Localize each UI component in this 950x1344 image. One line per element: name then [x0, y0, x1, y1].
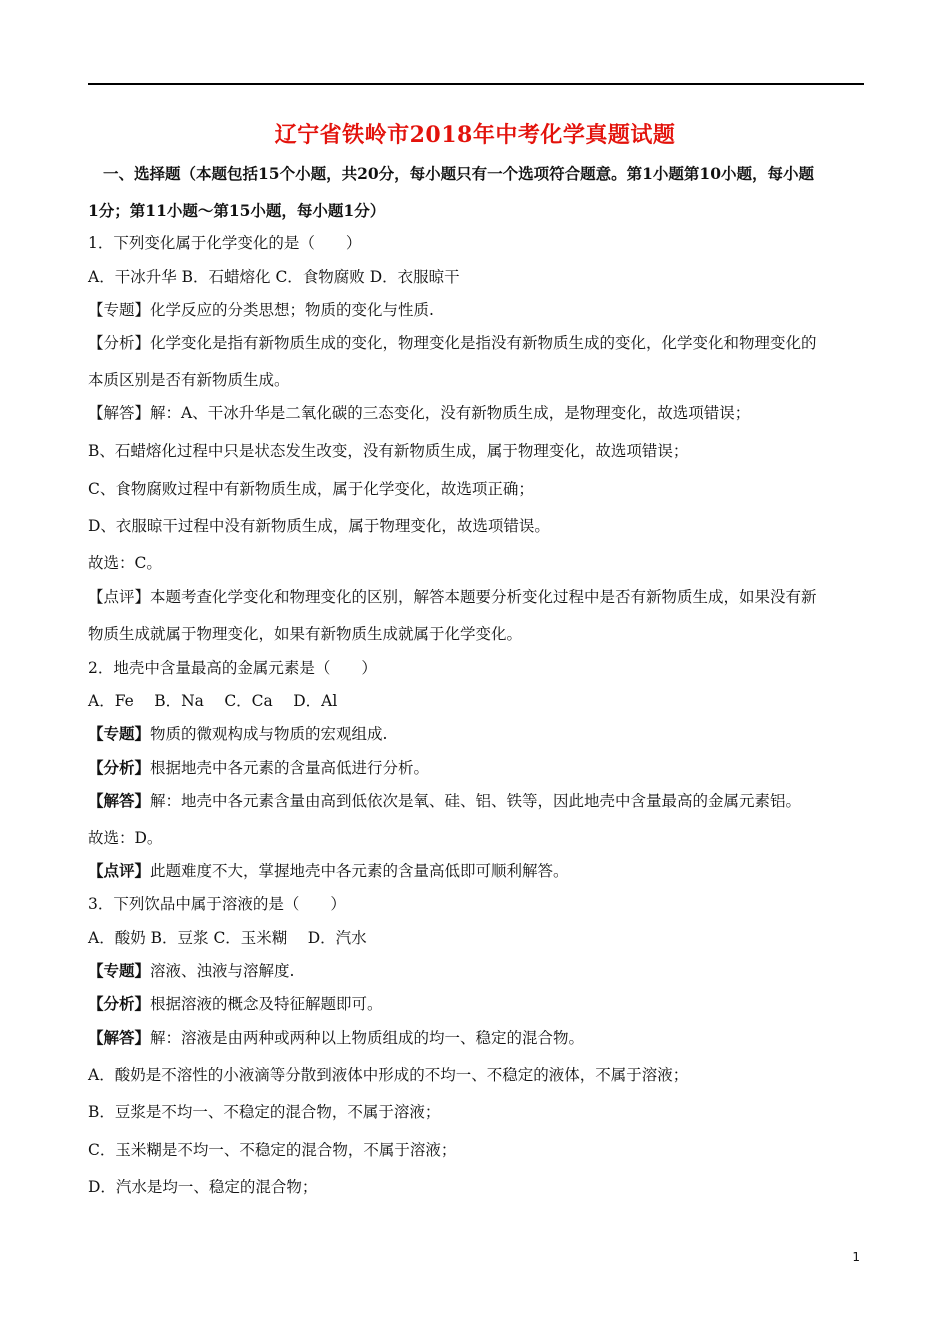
q3-answer-text: 解：溶液是由两种或两种以上物质组成的均一、稳定的混合物。	[150, 1029, 585, 1047]
q2-answer-text: 解：地壳中各元素含量由高到低依次是氧、硅、铝、铁等，因此地壳中含量最高的金属元素铝。	[150, 792, 802, 810]
q1-topic-tag: 【专题】	[88, 301, 151, 319]
q1-answer-c: C、食物腐败过程中有新物质生成，属于化学变化，故选项正确；	[88, 480, 534, 498]
q2-comment	[88, 861, 569, 881]
q3-question: 3．下列饮品中属于溶液的是（ ）	[88, 895, 346, 913]
q3-analysis	[88, 994, 383, 1014]
q2-answer-tag: 【解答】	[88, 791, 151, 810]
q2-analysis	[88, 758, 429, 778]
q1-comment-tag: 【点评】	[88, 588, 151, 606]
q3-line-d: D．汽水是均一、稳定的混合物；	[88, 1178, 318, 1196]
q2-comment-text: 此题难度不大，掌握地壳中各元素的含量高低即可顺利解答。	[150, 862, 569, 880]
q1-answer-d: D、衣服晾干过程中没有新物质生成，属于物理变化，故选项错误。	[88, 517, 550, 535]
q1-options: A．干冰升华 B．石蜡熔化 C．食物腐败 D．衣服晾干	[88, 268, 460, 286]
section-heading-line-2: 1分；第11小题～第15小题，每小题1分）	[88, 201, 386, 220]
q3-topic	[88, 961, 294, 981]
q2-analysis-text: 根据地壳中各元素的含量高低进行分析。	[150, 759, 430, 777]
q3-answer	[88, 1028, 584, 1048]
q1-answer-b: B、石蜡熔化过程中只是状态发生改变，没有新物质生成，属于物理变化，故选项错误；	[88, 442, 689, 460]
q1-topic-text: 化学反应的分类思想；物质的变化与性质.	[150, 301, 434, 319]
q2-options: A．Fe B．Na C．Ca D．Al	[88, 692, 338, 710]
q2-topic-text: 物质的微观构成与物质的宏观组成.	[150, 725, 388, 743]
q1-analysis	[88, 333, 817, 353]
q3-topic-text: 溶液、浊液与溶解度.	[150, 962, 295, 980]
q1-comment-cont: 物质生成就属于物理变化，如果有新物质生成就属于化学变化。	[88, 625, 523, 643]
q1-comment-text: 本题考查化学变化和物理变化的区别，解答本题要分析变化过程中是否有新物质生成，如果没有新	[150, 588, 817, 606]
header-rule	[88, 83, 864, 85]
q1-choice: 故选：C。	[88, 554, 162, 572]
q1-answer-text: 解：A、干冰升华是二氧化碳的三态变化，没有新物质生成，是物理变化，故选项错误；	[150, 404, 751, 422]
q2-answer	[88, 791, 801, 811]
q3-analysis-text: 根据溶液的概念及特征解题即可。	[150, 995, 383, 1013]
q2-question: 2．地壳中含量最高的金属元素是（ ）	[88, 659, 377, 677]
q2-topic	[88, 724, 387, 744]
q1-comment	[88, 587, 817, 607]
q3-line-b: B．豆浆是不均一、不稳定的混合物，不属于溶液；	[88, 1103, 441, 1121]
q1-analysis-tag: 【分析】	[88, 334, 151, 352]
section-heading-line-1: 一、选择题（本题包括15个小题，共20分，每小题只有一个选项符合题意。第1小题第10小题，每小题	[103, 164, 814, 183]
page-number: 1	[852, 1250, 860, 1264]
q2-topic-tag: 【专题】	[88, 724, 151, 743]
q1-analysis-text: 化学变化是指有新物质生成的变化，物理变化是指没有新物质生成的变化，化学变化和物理变化的	[150, 334, 817, 352]
q3-answer-tag: 【解答】	[88, 1028, 151, 1047]
q1-topic	[88, 300, 434, 320]
q3-analysis-tag: 【分析】	[88, 994, 151, 1013]
q3-line-a: A．酸奶是不溶性的小液滴等分散到液体中形成的不均一、不稳定的液体，不属于溶液；	[88, 1066, 689, 1084]
q1-question: 1．下列变化属于化学变化的是（ ）	[88, 234, 362, 252]
q3-options: A．酸奶 B．豆浆 C．玉米糊 D．汽水	[88, 929, 367, 947]
q1-analysis-cont: 本质区别是否有新物质生成。	[88, 371, 290, 389]
q3-line-c: C．玉米糊是不均一、不稳定的混合物，不属于溶液；	[88, 1141, 457, 1159]
q1-answer	[88, 403, 750, 423]
q1-answer-tag: 【解答】	[88, 404, 151, 422]
q3-topic-tag: 【专题】	[88, 961, 151, 980]
q2-analysis-tag: 【分析】	[88, 758, 151, 777]
page-title: 辽宁省铁岭市2018年中考化学真题试题	[274, 122, 676, 148]
q2-choice: 故选：D。	[88, 829, 163, 847]
q2-comment-tag: 【点评】	[88, 861, 151, 880]
